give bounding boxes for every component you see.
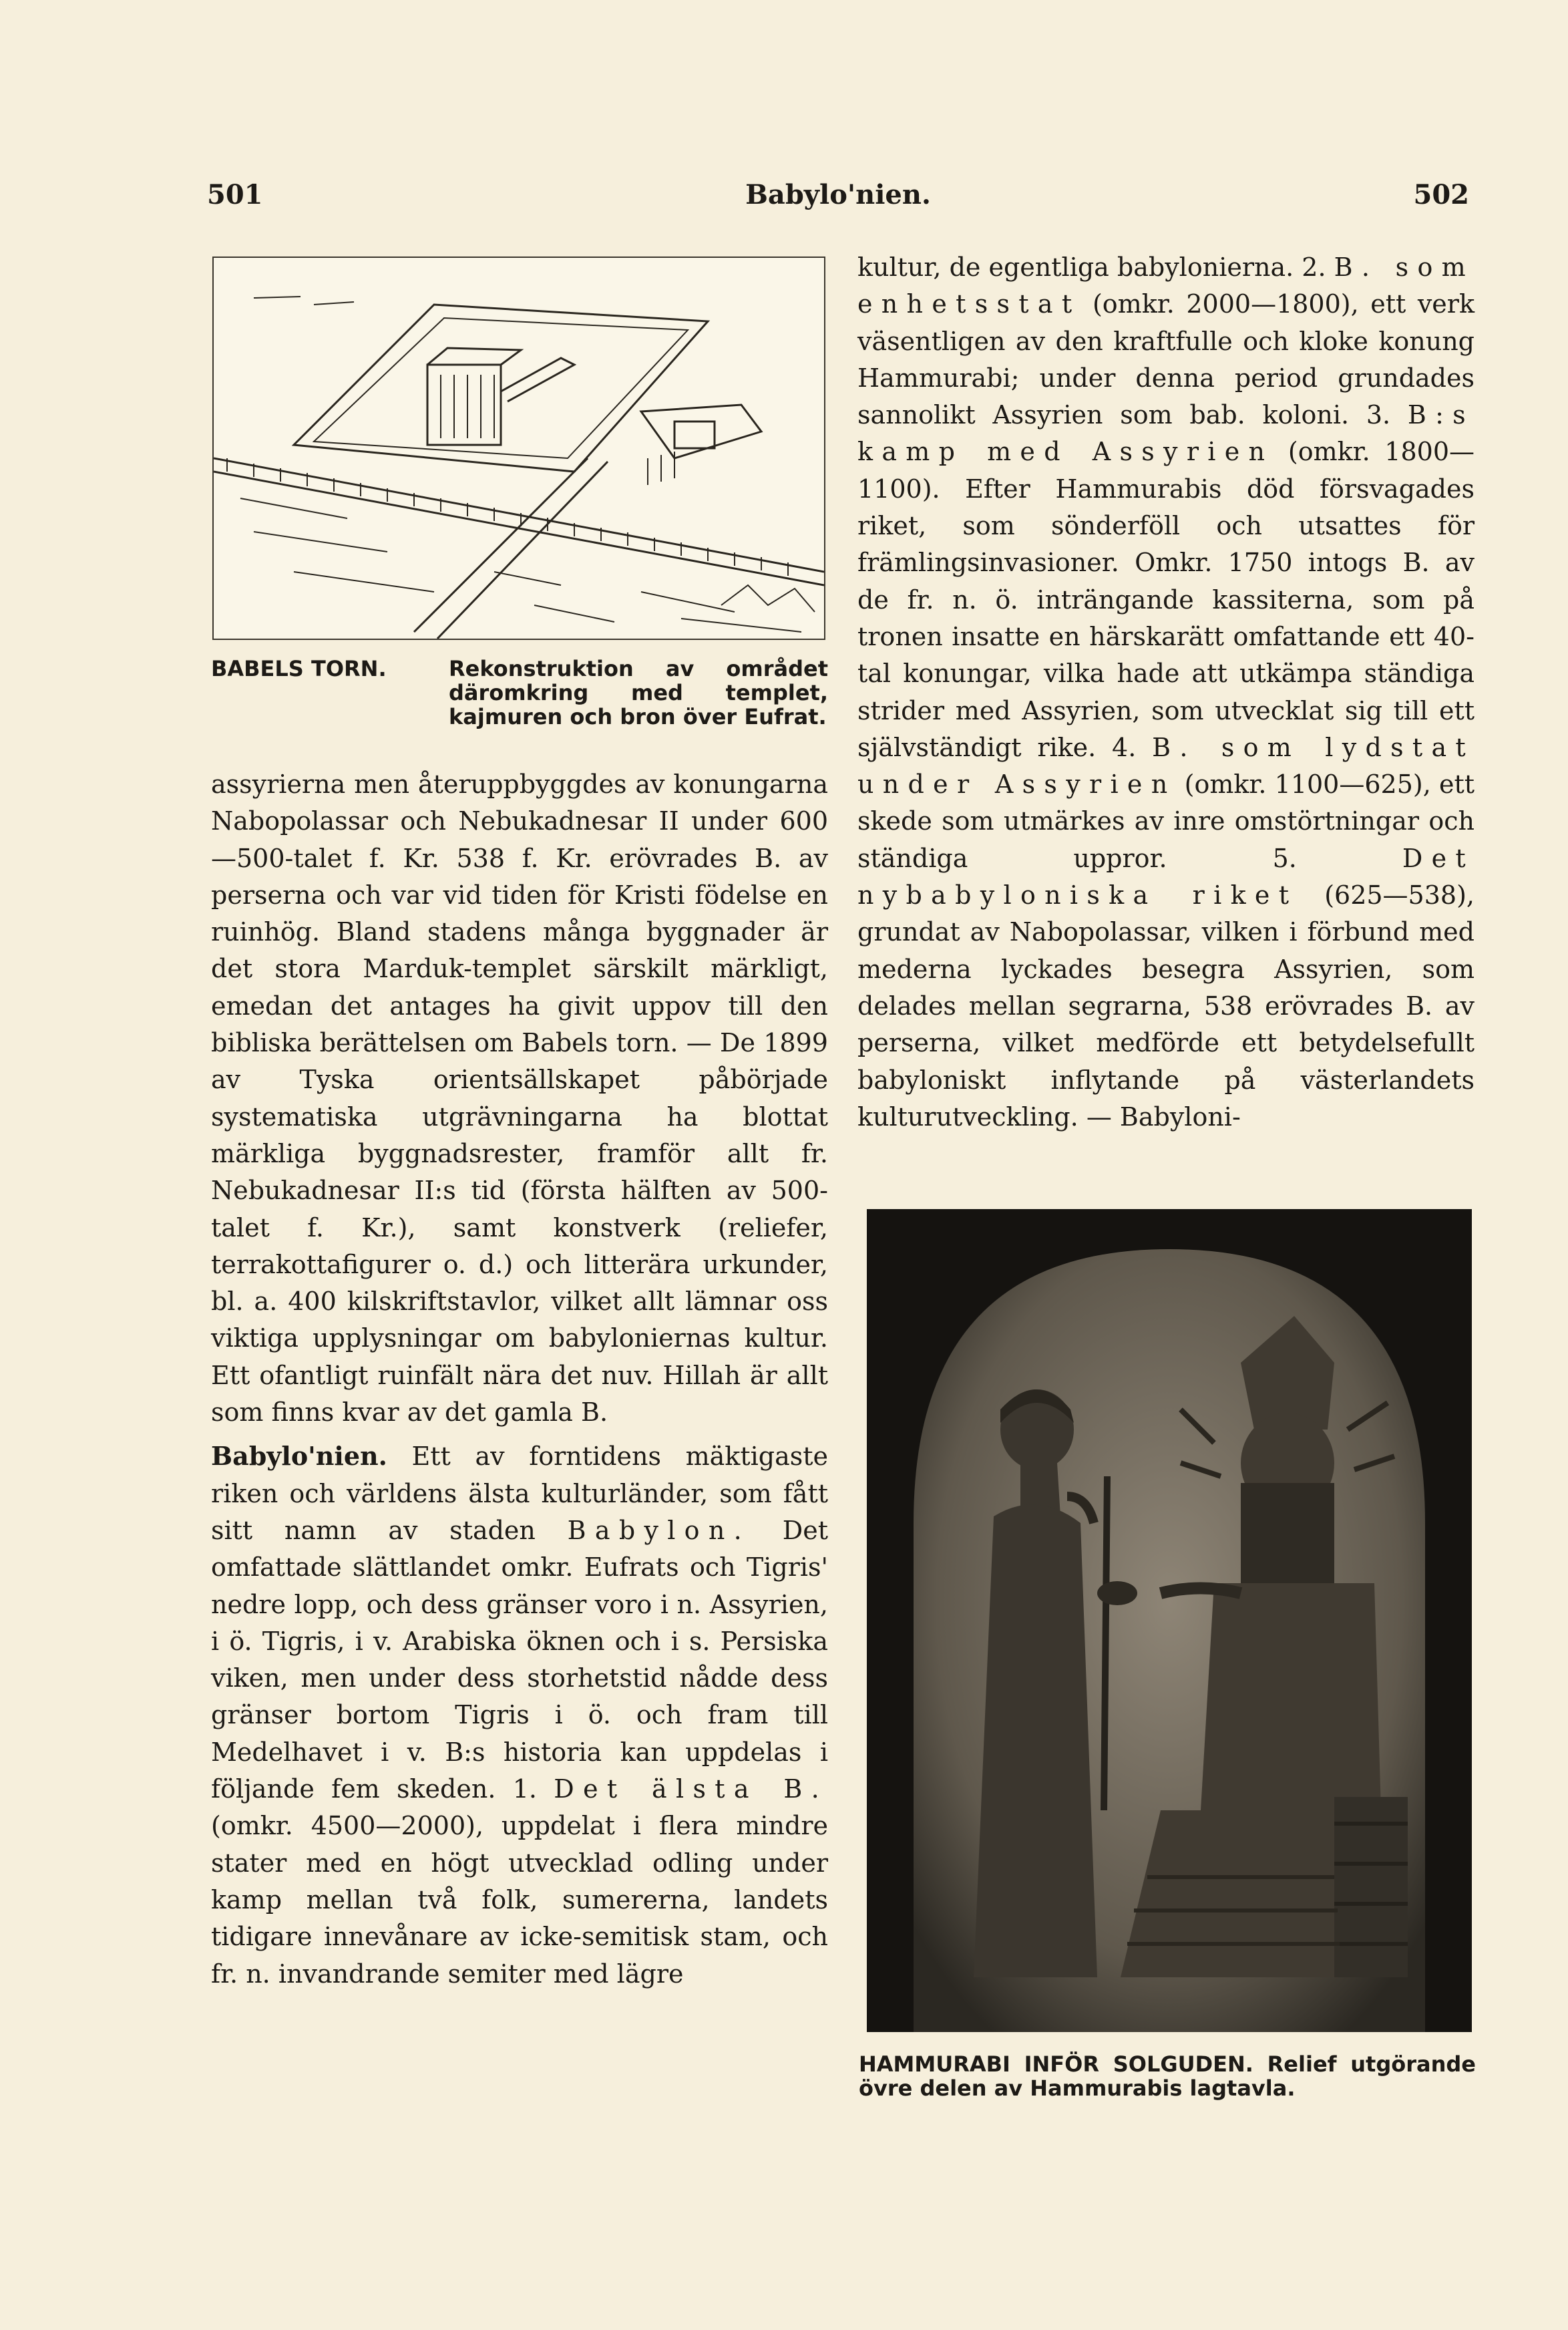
right-spaced-period-4: B. som lydstat under Assyrien xyxy=(857,732,1475,800)
hammurabi-relief-drawing xyxy=(867,1209,1472,2032)
entry-spaced-period-1: Det älsta B. xyxy=(554,1774,828,1804)
right-spaced-period-5: Det nybabyloniska riket xyxy=(857,843,1475,910)
entry-text-a: Ett av forntidens mäktigaste riken och världens älsta kulturländer, som fått sitt namn av staden xyxy=(211,1442,828,1545)
right-text-c: (omkr. 2000—1800), ett verk väsentligen av den kraftfulle och kloke konung Hammurabi; under denna period grundades sannolikt Assyrien som bab. koloni. 3. xyxy=(857,289,1475,430)
babylonien-entry xyxy=(211,1438,828,1992)
page-number-left: 501 xyxy=(207,179,263,210)
babel-tower-drawing xyxy=(214,258,824,639)
right-text-g: (omkr. 1100—625), ett skede som utmärkes av inre omstörtningar och ständiga uppror. 5. xyxy=(857,770,1475,873)
right-spaced-period-3: B:s kamp med Assyrien xyxy=(857,400,1475,467)
entry-headword: Babylo'nien. xyxy=(211,1441,387,1472)
babylonien-entry-continued xyxy=(857,249,1475,1136)
right-column xyxy=(857,249,1475,1136)
left-column xyxy=(211,766,828,1993)
page-number-right: 502 xyxy=(1413,179,1469,210)
babel-tower-illustration xyxy=(212,257,825,640)
entry-text-c: Det omfattade slättlandet omkr. Eufrats och Tigris' nedre lopp, och dess gränser voro i n. Assyrien, i ö. Tigris, i v. Arabiska öknen och i s. Persiska viken, men under dess storhetstid nådde dess gränser bortom Tigris i ö. och fram till Medelhavet i v. B:s historia kan uppdelas i följande fem skeden. 1. xyxy=(211,1515,828,1804)
hammurabi-relief-photo xyxy=(867,1209,1472,2032)
hammurabi-relief-caption: HAMMURABI INFÖR SOLGUDEN. Relief utgörande övre delen av Hammurabis lagtavla. xyxy=(859,2051,1476,2101)
entry-text-e: (omkr. 4500—2000), uppdelat i flera mindre stater med en högt utvecklad odling under kamp mellan två folk, sumererna, landets tidigare innevånare av icke-semitisk stam, och fr. n. invandrande semiter med lägre xyxy=(211,1811,828,1989)
right-spaced-period-2: B. som enhetsstat xyxy=(857,253,1475,319)
babel-tower-caption-text: Rekonstruktion av området däromkring med templet, kajmuren och bron över Eufrat. xyxy=(449,656,828,729)
right-text-e: (omkr. 1800—1100). Efter Hammurabis död försvagades riket, som sönderföll och utsattes för främlingsinvasioner. Omkr. 1750 intogs B. av de fr. n. ö. inträngande kassiterna, som på tronen insatte en härskarätt omfattande ett 40-tal konungar, vilka hade att utkämpa ständiga strider med Assyrien, som utvecklat sig till ett självständigt rike. 4. xyxy=(857,437,1475,762)
entry-spaced-babylon: Babylon. xyxy=(567,1515,751,1545)
babel-tower-caption-label: BABELS TORN. xyxy=(211,656,387,681)
right-text-a: kultur, de egentliga babylonierna. 2. xyxy=(857,253,1326,282)
running-head xyxy=(207,179,1469,219)
babel-article-continuation: assyrierna men återuppbyggdes av konungarna Nabopolassar och Nebukadnesar II under 600—500-talet f. Kr. 538 f. Kr. erövrades B. av perserna och var vid tiden för Kristi födelse en ruinhög. Bland stadens många byggnader är det stora Marduk-templet särskilt märkligt, emedan det antages ha givit uppov till den bibliska berättelsen om Babels torn. — De 1899 av Tyska orientsällskapet påbörjade systematiska utgrävningarna ha blottat märkliga byggnadsrester, framför allt fr. Nebukadnesar II:s tid (första hälften av 500-talet f. Kr.), samt konstverk (reliefer, terrakottafigurer o. d.) och litterära urkunder, bl. a. 400 kilskriftstavlor, vilket allt lämnar oss viktiga upplysningar om babyloniernas kultur. Ett ofantligt ruinfält nära det nuv. Hillah är allt som finns kvar av det gamla B. xyxy=(211,770,828,1428)
right-text-i: (625—538), grundat av Nabopolassar, vilken i förbund med mederna lyckades besegra Assyrien, som delades mellan segrarna, 538 erövrades B. av perserna, vilket medförde ett betydelsefullt babyloniskt inflytande på västerlandets kulturutveckling. — Babyloni- xyxy=(857,880,1475,1132)
page-title: Babylo'nien. xyxy=(745,179,931,210)
